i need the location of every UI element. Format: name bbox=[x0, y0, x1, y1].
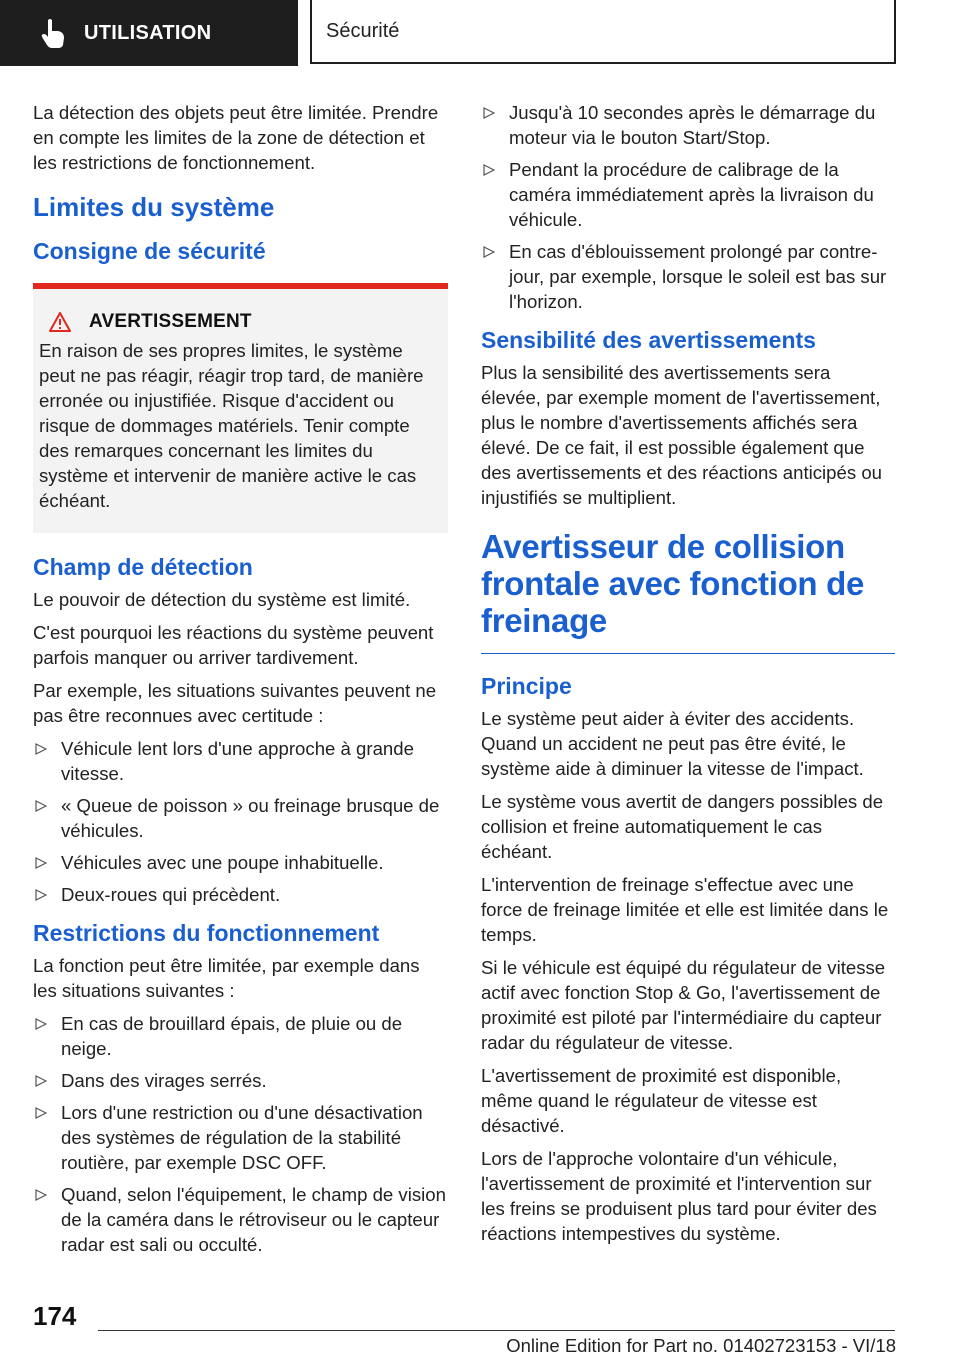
edition-text: Online Edition for Part no. 01402723153 - VI/18 bbox=[506, 1335, 896, 1356]
list-item: En cas d'éblouissement prolongé par contre-jour, par exemple, lorsque le soleil est bas sur l'horizon. bbox=[481, 239, 895, 314]
bullet-triangle-icon bbox=[35, 1107, 47, 1119]
warning-triangle-icon bbox=[49, 312, 71, 332]
list-item: Deux-roues qui précèdent. bbox=[33, 882, 448, 907]
limits-heading: Limites du système bbox=[33, 192, 275, 222]
main-section-title: Avertisseur de collision frontale avec fonction de freinage bbox=[481, 528, 865, 639]
bullet-triangle-icon bbox=[483, 246, 495, 258]
list-item: Quand, selon l'équipement, le champ de vision de la caméra dans le rétroviseur ou le capteur radar est sali ou occulté. bbox=[33, 1182, 448, 1257]
warning-box bbox=[33, 283, 448, 533]
bullet-triangle-icon bbox=[483, 107, 495, 119]
list-item: En cas de brouillard épais, de pluie ou de neige. bbox=[33, 1011, 448, 1061]
sensitivity-heading: Sensibilité des avertissements bbox=[481, 327, 816, 353]
list-item: Véhicules avec une poupe inhabituelle. bbox=[33, 850, 448, 875]
intro-paragraph: La détection des objets peut être limitée. Prendre en compte les limites de la zone de détection et les restrictions de fonctionnement. bbox=[33, 102, 439, 173]
restrictions-heading: Restrictions du fonctionnement bbox=[33, 920, 380, 946]
footer-divider bbox=[98, 1330, 895, 1331]
safety-heading: Consigne de sécurité bbox=[33, 238, 266, 264]
principle-heading: Principe bbox=[481, 673, 572, 699]
detection-paragraph: Par exemple, les situations suivantes peuvent ne pas être reconnues avec certitude : bbox=[33, 680, 437, 726]
sensitivity-paragraph: Plus la sensibilité des avertissements sera élevée, par exemple moment de l'avertissement, plus le nombre d'avertissements affichés sera élevé. De ce fait, il est possible également que des avertissements et des réactions anticipés ou injustifiés se multiplient. bbox=[481, 362, 883, 508]
bullet-triangle-icon bbox=[35, 889, 47, 901]
list-item: Lors d'une restriction ou d'une désactivation des systèmes de régulation de la stabilité routière, par exemple DSC OFF. bbox=[33, 1100, 448, 1175]
hand-pointer-icon bbox=[40, 18, 66, 48]
principle-paragraph: Le système vous avertit de dangers possibles de collision et freine automatiquement le cas échéant. bbox=[481, 791, 884, 862]
chapter-box bbox=[310, 0, 896, 64]
list-item: Pendant la procédure de calibrage de la caméra immédiatement après la livraison du véhicule. bbox=[481, 157, 895, 232]
warning-title: AVERTISSEMENT bbox=[89, 311, 252, 332]
detection-list bbox=[33, 736, 448, 907]
principle-paragraph: Le système peut aider à éviter des accidents. Quand un accident ne peut pas être évité, le système aide à diminuer la vitesse de l'impact. bbox=[481, 708, 864, 779]
detection-paragraph: C'est pourquoi les réactions du système peuvent parfois manquer ou arriver tardivement. bbox=[33, 622, 434, 668]
bullet-triangle-icon bbox=[35, 1075, 47, 1087]
list-item: Dans des virages serrés. bbox=[33, 1068, 448, 1093]
bullet-triangle-icon bbox=[35, 857, 47, 869]
page-header bbox=[0, 0, 960, 66]
title-divider bbox=[481, 653, 895, 654]
detection-heading: Champ de détection bbox=[33, 554, 253, 580]
restrictions-list bbox=[33, 1011, 448, 1257]
left-column bbox=[33, 100, 448, 1264]
principle-paragraph: Lors de l'approche volontaire d'un véhicule, l'avertissement de proximité et l'intervention sur les freins se produisent plus tard pour éviter des réactions intempestives du système. bbox=[481, 1148, 877, 1244]
detection-paragraph: Le pouvoir de détection du système est limité. bbox=[33, 589, 411, 610]
section-label: UTILISATION bbox=[84, 21, 212, 44]
bullet-triangle-icon bbox=[35, 1018, 47, 1030]
right-column bbox=[481, 100, 895, 1254]
principle-paragraph: L'intervention de freinage s'effectue avec une force de freinage limitée et elle est limitée dans le temps. bbox=[481, 874, 889, 945]
restrictions-paragraph: La fonction peut être limitée, par exemple dans les situations suivantes : bbox=[33, 955, 420, 1001]
principle-paragraph: Si le véhicule est équipé du régulateur de vitesse actif avec fonction Stop & Go, l'avertissement de proximité est piloté par l'intermédiaire du capteur radar du régulateur de vitesse. bbox=[481, 957, 886, 1053]
list-item: Jusqu'à 10 secondes après le démarrage du moteur via le bouton Start/Stop. bbox=[481, 100, 895, 150]
page-number: 174 bbox=[33, 1301, 77, 1331]
bullet-triangle-icon bbox=[35, 800, 47, 812]
principle-paragraph: L'avertissement de proximité est disponible, même quand le régulateur de vitesse est désactivé. bbox=[481, 1065, 842, 1136]
bullet-triangle-icon bbox=[35, 743, 47, 755]
section-tab bbox=[0, 0, 298, 66]
bullet-triangle-icon bbox=[35, 1189, 47, 1201]
restrictions-list-continued bbox=[481, 100, 895, 314]
chapter-label: Sécurité bbox=[326, 19, 400, 42]
warning-text: En raison de ses propres limites, le système peut ne pas réagir, réagir trop tard, de manière erronée ou injustifiée. Risque d'accident ou risque de dommages matériels. Tenir compte des remarques concernant les limites du système et intervenir de manière active le cas échéant. bbox=[39, 340, 424, 511]
bullet-triangle-icon bbox=[483, 164, 495, 176]
list-item: « Queue de poisson » ou freinage brusque de véhicules. bbox=[33, 793, 448, 843]
page-footer bbox=[0, 1295, 960, 1362]
list-item: Véhicule lent lors d'une approche à grande vitesse. bbox=[33, 736, 448, 786]
